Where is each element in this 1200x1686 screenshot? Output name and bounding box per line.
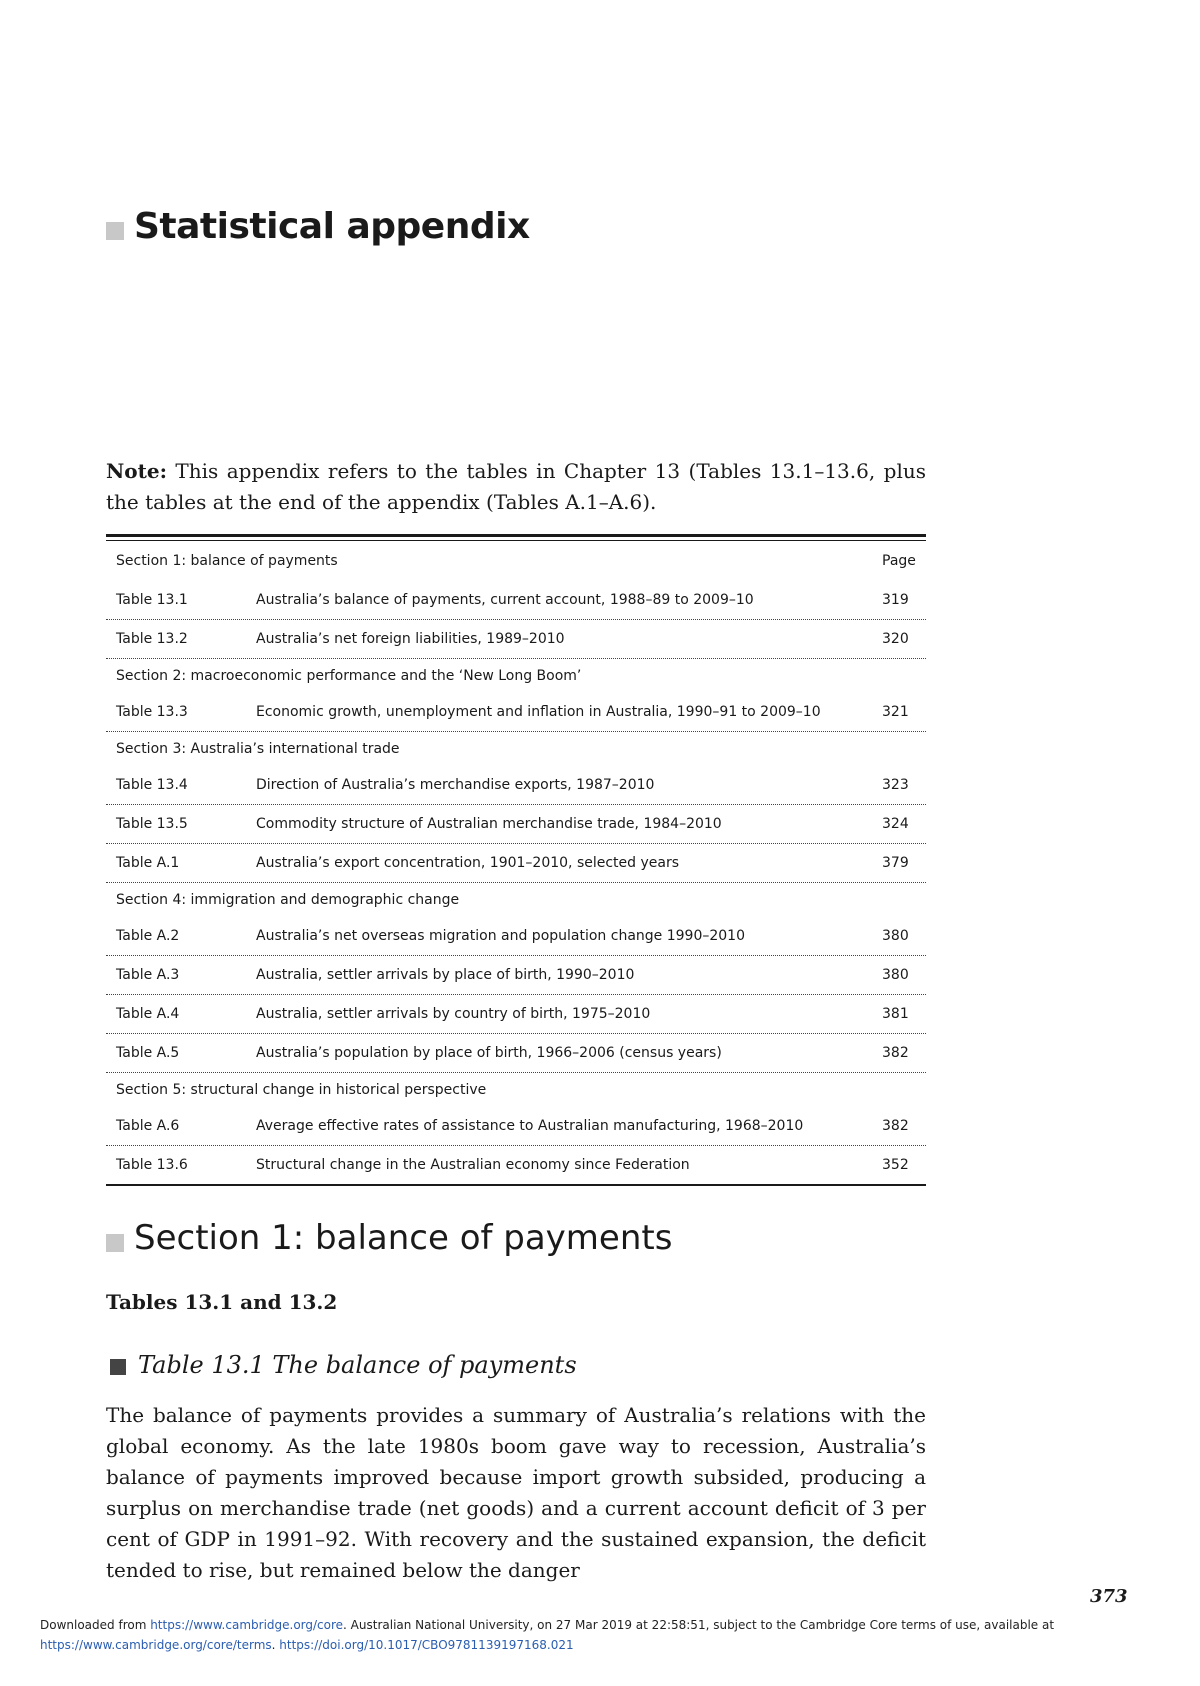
table-top-rule [106,534,926,541]
note-text: This appendix refers to the tables in Chapter 13 (Tables 13.1–13.6, plus the tables at the end of the appendix (Tables A.1–A.6). [106,459,926,514]
table-description: Australia’s population by place of birth, 1966–2006 (census years) [256,1045,722,1061]
page-ref: 320 [882,631,909,647]
table-row [106,844,926,883]
table-description: Australia, settler arrivals by place of birth, 1990–2010 [256,967,635,983]
section-row [106,732,926,766]
table-row [106,1034,926,1073]
table-description: Australia, settler arrivals by country of birth, 1975–2010 [256,1006,651,1022]
table-row [106,766,926,805]
table-id: Table 13.2 [116,631,188,647]
page-ref: 380 [882,928,909,944]
table-id: Table A.3 [116,967,180,983]
table-row [106,1107,926,1146]
cambridge-core-link[interactable]: https://www.cambridge.org/core [150,1618,344,1632]
table-description: Commodity structure of Australian merchandise trade, 1984–2010 [256,816,722,832]
table-id: Table 13.4 [116,777,188,793]
section-header-label: Section 1: balance of payments [116,553,338,569]
page-title-text: Statistical appendix [134,206,530,247]
square-bullet-icon [110,1359,126,1375]
table-id: Table A.4 [116,1006,180,1022]
table-description: Australia’s balance of payments, current account, 1988–89 to 2009–10 [256,592,754,608]
page-ref: 382 [882,1045,909,1061]
page-title [106,206,530,247]
section-label: Section 5: structural change in historical perspective [116,1082,487,1098]
table-header-row [106,541,926,581]
table-row [106,620,926,659]
footer-separator: . [271,1638,280,1652]
page-ref: 352 [882,1157,909,1173]
section-heading-text: Section 1: balance of payments [134,1218,673,1258]
table-description: Australia’s export concentration, 1901–2010, selected years [256,855,680,871]
table-id: Table 13.3 [116,704,188,720]
table-description: Economic growth, unemployment and inflation in Australia, 1990–91 to 2009–10 [256,704,821,720]
table-id: Table A.1 [116,855,180,871]
table-row [106,693,926,732]
square-bullet-icon [106,222,124,240]
subheading: Tables 13.1 and 13.2 [106,1290,338,1314]
download-footer [40,1615,1170,1655]
page-ref: 380 [882,967,909,983]
table-id: Table 13.5 [116,816,188,832]
table-row [106,995,926,1034]
section-label: Section 3: Australia’s international trade [116,741,400,757]
table-row [106,805,926,844]
table-id: Table 13.6 [116,1157,188,1173]
terms-link[interactable]: https://www.cambridge.org/core/terms [40,1638,272,1652]
table-row [106,956,926,995]
table-description: Average effective rates of assistance to Australian manufacturing, 1968–2010 [256,1118,804,1134]
section-row [106,659,926,693]
table-description: Direction of Australia’s merchandise exports, 1987–2010 [256,777,655,793]
table-id: Table A.5 [116,1045,180,1061]
table-id: Table A.6 [116,1118,180,1134]
page-ref: 319 [882,592,909,608]
doi-link[interactable]: https://doi.org/10.1017/CBO9781139197168.021 [279,1638,574,1652]
table-heading [110,1351,577,1379]
table-description: Australia’s net foreign liabilities, 1989–2010 [256,631,565,647]
note-label: Note: [106,459,167,483]
body-paragraph: The balance of payments provides a summary of Australia’s relations with the global economy. As the late 1980s boom gave way to recession, Australia’s balance of payments improved because import growth subsided, producing a surplus on merchandise trade (net goods) and a current account deficit of 3 per cent of GDP in 1991–92. With recovery and the sustained expansion, the deficit tended to rise, but remained below the danger [106,1403,926,1582]
appendix-note [106,456,926,518]
footer-prefix: Downloaded from [40,1618,151,1632]
page-ref: 381 [882,1006,909,1022]
page-ref: 324 [882,816,909,832]
page-ref: 321 [882,704,909,720]
table-description: Australia’s net overseas migration and population change 1990–2010 [256,928,745,944]
page-column-header: Page [882,553,916,569]
section-label: Section 2: macroeconomic performance and the ‘New Long Boom’ [116,668,582,684]
page-ref: 382 [882,1118,909,1134]
section-row [106,1073,926,1107]
table-id: Table A.2 [116,928,180,944]
contents-table [106,534,926,1186]
table-row [106,1146,926,1186]
square-bullet-icon [106,1234,124,1252]
section-row [106,883,926,917]
page-ref: 323 [882,777,909,793]
table-heading-text: Table 13.1 The balance of payments [138,1351,577,1379]
section-label: Section 4: immigration and demographic change [116,892,460,908]
footer-middle: . Australian National University, on 27 Mar 2019 at 22:58:51, subject to the Cambridge Core terms of use, available at [343,1618,1055,1632]
table-description: Structural change in the Australian economy since Federation [256,1157,690,1173]
table-body [106,581,926,1186]
table-row [106,917,926,956]
table-row [106,581,926,620]
page-ref: 379 [882,855,909,871]
table-id: Table 13.1 [116,592,188,608]
section-heading [106,1218,672,1258]
page-number: 373 [1090,1586,1128,1607]
